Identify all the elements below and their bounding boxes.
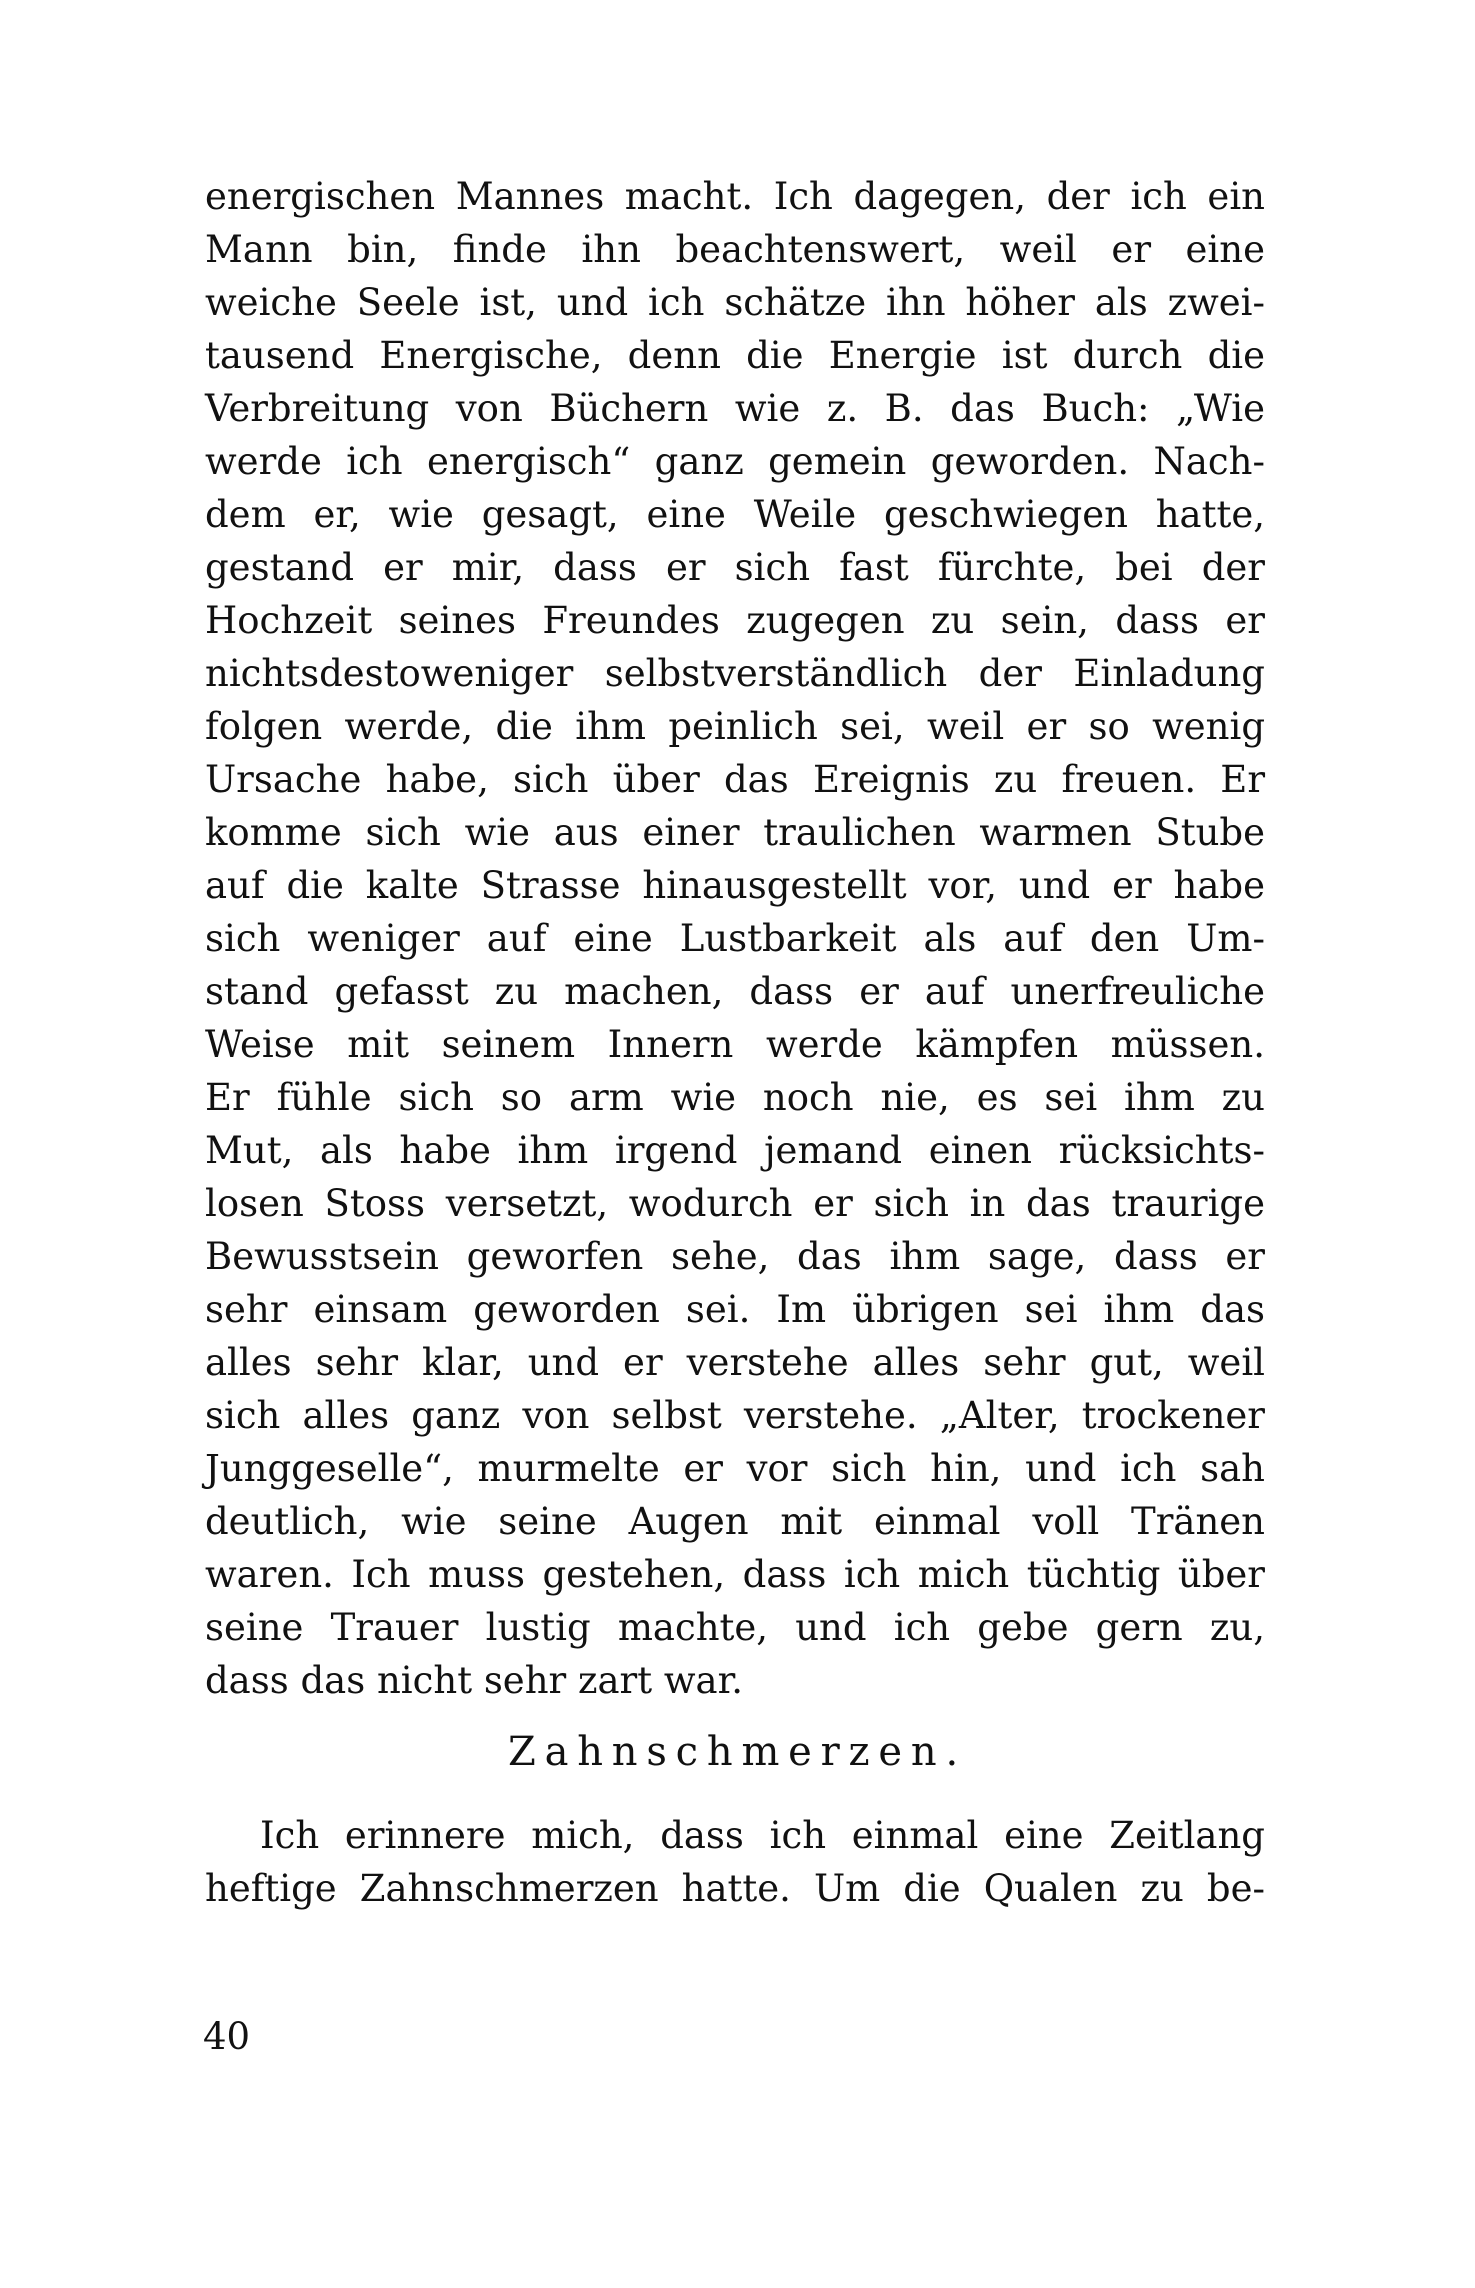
text-line: auf die kalte Strasse hinausgestellt vor, und er habe xyxy=(205,864,1265,907)
text-line: Mut, als habe ihm irgend jemand einen rücksichts- xyxy=(205,1129,1265,1172)
text-line: Ursache habe, sich über das Ereignis zu freuen. Er xyxy=(205,758,1265,801)
text-line: deutlich, wie seine Augen mit einmal voll Tränen xyxy=(205,1500,1265,1543)
text-line: sehr einsam geworden sei. Im übrigen sei ihm das xyxy=(205,1288,1265,1331)
text-line: losen Stoss versetzt, wodurch er sich in das traurige xyxy=(205,1182,1265,1225)
text-line: Weise mit seinem Innern werde kämpfen müssen. xyxy=(205,1023,1265,1066)
paragraph-section xyxy=(205,1809,1265,1915)
text-line: Mann bin, finde ihn beachtenswert, weil er eine xyxy=(205,228,1265,271)
text-line: sich alles ganz von selbst verstehe. „Alter, trockener xyxy=(205,1394,1265,1437)
text-line: Hochzeit seines Freundes zugegen zu sein, dass er xyxy=(205,599,1265,642)
text-line: werde ich energisch“ ganz gemein geworden. Nach- xyxy=(205,440,1265,483)
page-number: 40 xyxy=(203,2015,251,2058)
text-line: alles sehr klar, und er verstehe alles sehr gut, weil xyxy=(205,1341,1265,1384)
text-line: nichtsdestoweniger selbstverständlich der Einladung xyxy=(205,652,1265,695)
text-line: seine Trauer lustig machte, und ich gebe gern zu, xyxy=(205,1606,1265,1649)
paragraph-main xyxy=(205,170,1265,1707)
section-heading: Zahnschmerzen. xyxy=(507,1729,967,1775)
text-line: Verbreitung von Büchern wie z. B. das Buch: „Wie xyxy=(205,387,1265,430)
text-line: tausend Energische, denn die Energie ist durch die xyxy=(205,334,1265,377)
text-line: heftige Zahnschmerzen hatte. Um die Qualen zu be- xyxy=(205,1867,1265,1910)
text-line: Er fühle sich so arm wie noch nie, es sei ihm zu xyxy=(205,1076,1265,1119)
text-line: energischen Mannes macht. Ich dagegen, der ich ein xyxy=(205,175,1265,218)
text-line: waren. Ich muss gestehen, dass ich mich tüchtig über xyxy=(205,1553,1265,1596)
text-line: Ich erinnere mich, dass ich einmal eine Zeitlang xyxy=(260,1814,1265,1857)
text-line: folgen werde, die ihm peinlich sei, weil er so wenig xyxy=(205,705,1265,748)
text-line: weiche Seele ist, und ich schätze ihn höher als zwei- xyxy=(205,281,1265,324)
text-line: stand gefasst zu machen, dass er auf unerfreuliche xyxy=(205,970,1265,1013)
text-line: sich weniger auf eine Lustbarkeit als auf den Um- xyxy=(205,917,1265,960)
text-line: dem er, wie gesagt, eine Weile geschwiegen hatte, xyxy=(205,493,1265,536)
text-line: Bewusstsein geworfen sehe, das ihm sage, dass er xyxy=(205,1235,1265,1278)
text-line: Junggeselle“, murmelte er vor sich hin, und ich sah xyxy=(205,1447,1265,1490)
text-line: dass das nicht sehr zart war. xyxy=(205,1659,743,1702)
text-line: gestand er mir, dass er sich fast fürchte, bei der xyxy=(205,546,1265,589)
text-line: komme sich wie aus einer traulichen warmen Stube xyxy=(205,811,1265,854)
